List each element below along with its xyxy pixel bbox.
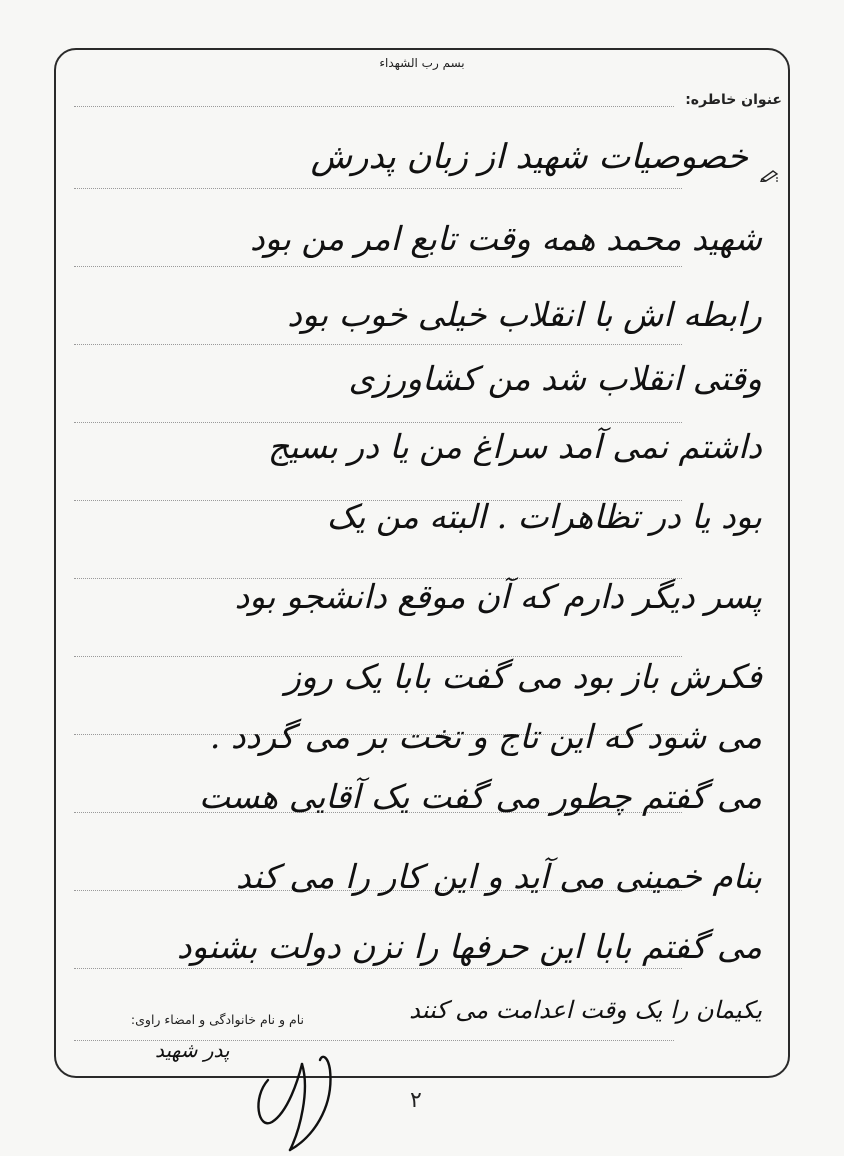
ruled-line: [74, 422, 682, 423]
signature-label: نام و نام خانوادگی و امضاء راوی:: [130, 1012, 304, 1027]
ruled-line: [74, 266, 682, 267]
form-frame: [54, 48, 790, 1078]
memoir-line: می گفتم بابا این حرفها را نزن دولت بشنود: [176, 927, 762, 966]
ruled-line: [74, 344, 682, 345]
narrator-name: پدر شهید: [155, 1038, 230, 1062]
ruled-line: [74, 106, 674, 107]
ruled-line: [74, 188, 682, 189]
memoir-line: شهید محمد همه وقت تابع امر من بود: [250, 219, 762, 258]
memoir-line: بود یا در تظاهرات . البته من یک: [326, 497, 762, 536]
pencil-icon: [760, 168, 780, 182]
page-number: ۲: [410, 1088, 422, 1113]
memoir-line: فکرش باز بود می گفت بابا یک روز: [284, 657, 762, 696]
memoir-line: می گفتم چطور می گفت یک آقایی هست: [198, 777, 762, 816]
memoir-line: داشتم نمی آمد سراغ من یا در بسیج: [267, 427, 762, 466]
memoir-line: رابطه اش با انقلاب خیلی خوب بود: [287, 295, 762, 334]
memoir-line: بنام خمینی می آید و این کار را می کند: [235, 857, 762, 896]
memoir-line: پسر دیگر دارم که آن موقع دانشجو بود: [234, 577, 762, 616]
memoir-title-label: عنوان خاطره:: [685, 92, 782, 108]
memoir-line: می شود که این تاج و تخت بر می گردد .: [209, 717, 762, 756]
memoir-line: وقتی انقلاب شد من کشاورزی: [348, 359, 762, 398]
form-header: بسم رب الشهداء: [379, 56, 465, 70]
signature-mark: [250, 1050, 360, 1154]
ruled-line: [74, 968, 682, 969]
memoir-subject: خصوصیات شهید از زبان پدرش: [310, 137, 748, 177]
memoir-line: یکیمان را یک وقت اعدامت می کنند: [409, 996, 762, 1024]
